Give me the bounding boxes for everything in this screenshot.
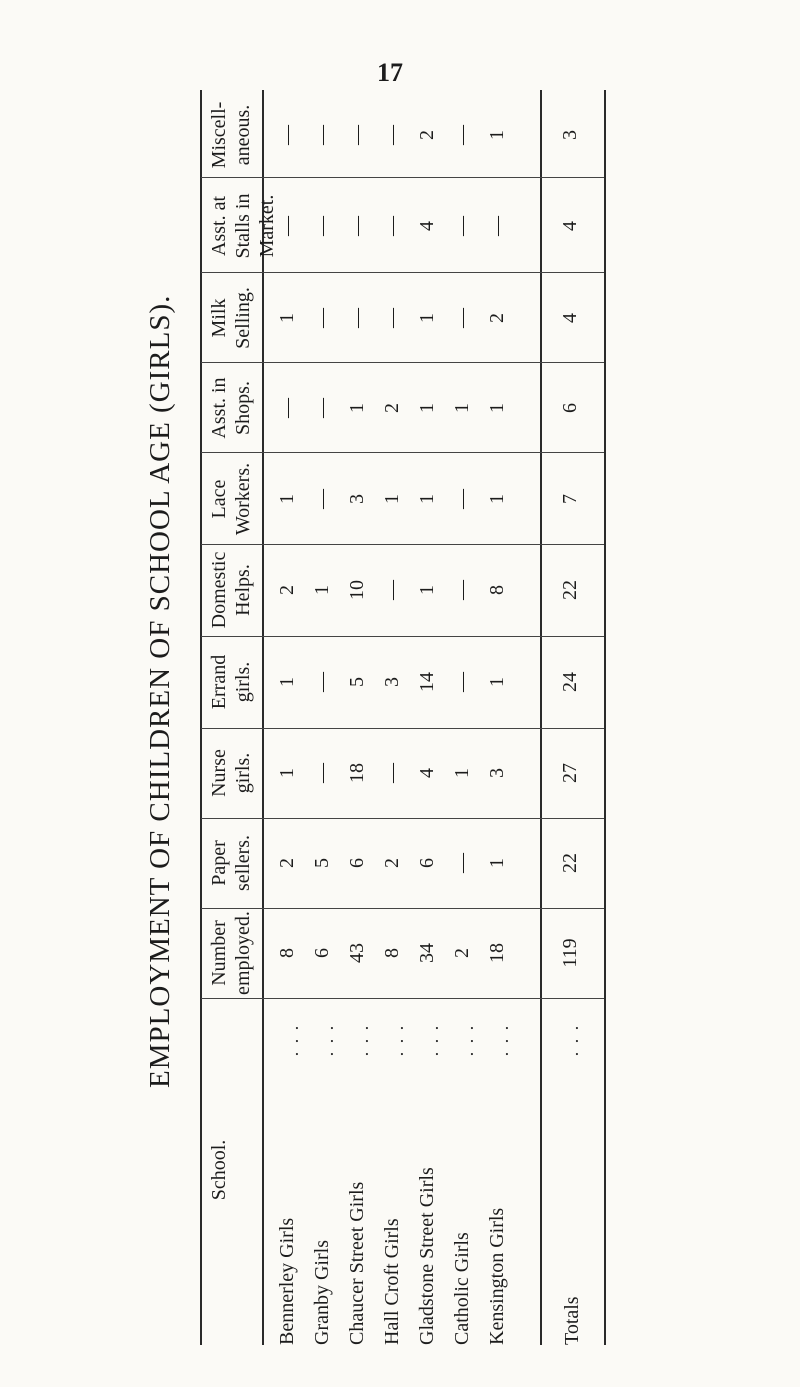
header-errand-girls: Errand girls. [208,654,254,710]
cell-asst-in-shops: 1 [346,403,368,413]
leader-dots: . . . [282,1023,302,1057]
total-asst-in-shops: 6 [559,403,581,413]
total-asst-at-stalls: 4 [559,221,581,231]
cell-milk-selling: 2 [486,313,508,323]
cell-asst-in-shops: 1 [451,403,473,413]
leader-dots: . . . [422,1023,442,1057]
cell-paper-sellers: 2 [276,858,298,868]
total-errand-girls: 24 [559,672,581,692]
cell-asst-at-stalls: — [276,216,298,236]
cell-lace-workers: 3 [346,494,368,504]
row-separator [201,177,604,178]
cell-paper-sellers: 5 [311,858,333,868]
cell-miscellaneous: — [381,125,403,145]
cell-lace-workers: 1 [381,494,403,504]
cell-paper-sellers: 6 [416,858,438,868]
cell-domestic-helps: 1 [311,585,333,595]
school-name-kensington: Kensington Girls [486,1207,508,1345]
cell-miscellaneous: — [311,125,333,145]
cell-asst-in-shops: 2 [381,403,403,413]
cell-milk-selling: — [381,308,403,328]
row-separator [201,728,604,729]
leader-dots: . . . [457,1023,477,1057]
leader-dots: . . . [387,1023,407,1057]
school-name-chaucer: Chaucer Street Girls [346,1181,368,1345]
cell-domestic-helps: — [451,580,473,600]
cell-number-employed: 8 [276,948,298,958]
row-separator [201,998,604,999]
cell-asst-at-stalls: — [346,216,368,236]
cell-errand-girls: — [311,672,333,692]
header-paper-sellers: Paper sellers. [208,834,254,892]
total-nurse-girls: 27 [559,763,581,783]
cell-domestic-helps: — [381,580,403,600]
cell-domestic-helps: 10 [346,580,368,600]
cell-asst-at-stalls: — [311,216,333,236]
cell-paper-sellers: — [451,853,473,873]
cell-nurse-girls: — [311,763,333,783]
header-asst-in-shops: Asst. in Shops. [208,377,254,439]
header-number-employed: Number employed. [208,911,254,995]
leader-dots: . . . [492,1023,512,1057]
cell-domestic-helps: 1 [416,585,438,595]
cell-miscellaneous: 1 [486,130,508,140]
row-separator [201,636,604,637]
cell-domestic-helps: 2 [276,585,298,595]
cell-nurse-girls: 3 [486,768,508,778]
cell-nurse-girls: 18 [346,763,368,783]
cell-milk-selling: — [451,308,473,328]
table-right-border [604,90,606,1345]
cell-errand-girls: 14 [416,672,438,692]
row-separator [201,544,604,545]
school-name-hall-croft: Hall Croft Girls [381,1218,403,1345]
cell-lace-workers: 1 [486,494,508,504]
cell-miscellaneous: 2 [416,130,438,140]
page-title: EMPLOYMENT OF CHILDREN OF SCHOOL AGE (GIRLS). [144,294,176,1088]
cell-asst-at-stalls: 4 [416,221,438,231]
cell-paper-sellers: 6 [346,858,368,868]
header-divider [262,90,264,1345]
cell-number-employed: 2 [451,948,473,958]
total-paper-sellers: 22 [559,853,581,873]
cell-asst-in-shops: 1 [486,403,508,413]
header-miscellaneous: Miscell- aneous. [208,101,254,169]
row-separator [201,272,604,273]
cell-milk-selling: — [346,308,368,328]
row-separator [201,908,604,909]
cell-asst-in-shops: — [276,398,298,418]
totals-divider [540,90,542,1345]
leader-dots: . . . [317,1023,337,1057]
cell-asst-in-shops: — [311,398,333,418]
header-milk-selling: Milk Selling. [208,287,254,349]
cell-lace-workers: — [311,489,333,509]
leader-dots: . . . [352,1023,372,1057]
cell-asst-at-stalls: — [486,216,508,236]
school-name-catholic: Catholic Girls [451,1232,473,1345]
total-number-employed: 119 [559,938,581,968]
school-name-granby: Granby Girls [311,1240,333,1345]
cell-number-employed: 6 [311,948,333,958]
page-number: 17 [377,58,403,87]
cell-nurse-girls: — [381,763,403,783]
cell-lace-workers: 1 [276,494,298,504]
cell-nurse-girls: 4 [416,768,438,778]
cell-lace-workers: — [451,489,473,509]
header-lace-workers: Lace Workers. [208,462,254,536]
leader-dots: . . . [562,1023,582,1057]
cell-milk-selling: — [311,308,333,328]
row-separator [201,452,604,453]
cell-asst-in-shops: 1 [416,403,438,413]
cell-errand-girls: 5 [346,677,368,687]
row-separator [201,818,604,819]
cell-miscellaneous: — [451,125,473,145]
table-left-border [200,90,202,1345]
header-nurse-girls: Nurse girls. [208,749,254,797]
cell-number-employed: 34 [416,943,438,963]
cell-lace-workers: 1 [416,494,438,504]
cell-number-employed: 18 [486,943,508,963]
cell-milk-selling: 1 [276,313,298,323]
cell-nurse-girls: 1 [276,768,298,778]
total-lace-workers: 7 [559,494,581,504]
cell-errand-girls: 1 [276,677,298,687]
header-domestic-helps: Domestic Helps. [208,551,254,629]
cell-miscellaneous: — [346,125,368,145]
total-domestic-helps: 22 [559,580,581,600]
totals-label: Totals [561,1296,583,1345]
cell-nurse-girls: 1 [451,768,473,778]
cell-number-employed: 8 [381,948,403,958]
cell-paper-sellers: 1 [486,858,508,868]
cell-domestic-helps: 8 [486,585,508,595]
cell-errand-girls: — [451,672,473,692]
cell-errand-girls: 1 [486,677,508,687]
cell-errand-girls: 3 [381,677,403,687]
total-milk-selling: 4 [559,313,581,323]
cell-asst-at-stalls: — [381,216,403,236]
school-name-gladstone: Gladstone Street Girls [416,1167,438,1345]
header-school: School. [208,1139,230,1201]
cell-milk-selling: 1 [416,313,438,323]
header-asst-at-stalls: Asst. at Stalls in Market. [208,193,278,259]
school-name-bennerley: Bennerley Girls [276,1217,298,1345]
cell-paper-sellers: 2 [381,858,403,868]
row-separator [201,362,604,363]
cell-asst-at-stalls: — [451,216,473,236]
cell-number-employed: 43 [346,943,368,963]
total-miscellaneous: 3 [559,130,581,140]
cell-miscellaneous: — [276,125,298,145]
